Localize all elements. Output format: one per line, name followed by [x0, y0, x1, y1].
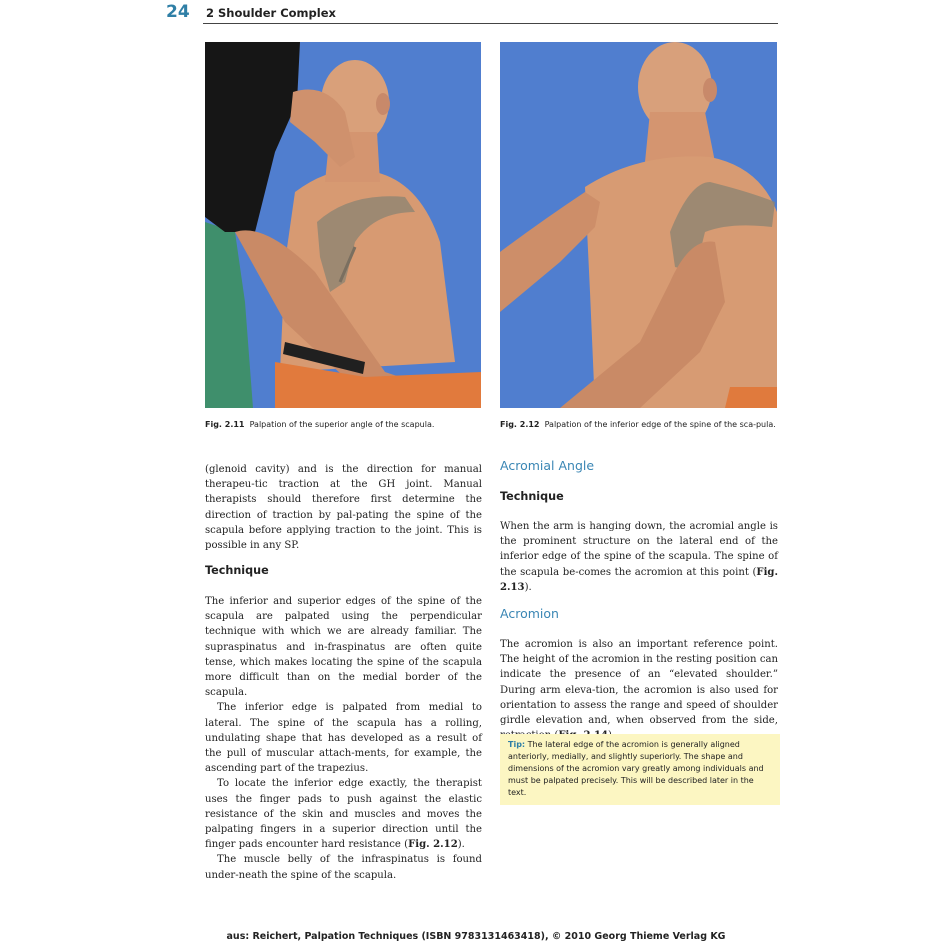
tip-box [500, 734, 780, 805]
paragraph: To locate the inferior edge exactly, the therapist uses the finger pads to push against the elastic resistance of the skin and muscles and moves the palpating fingers in a superior direction until the finger pads encounter hard resistance (Fig. 2.12). [205, 778, 482, 851]
page-number: 24 [166, 2, 190, 22]
right-technique-heading: Technique [500, 490, 564, 503]
left-technique-heading: Technique [205, 564, 269, 577]
header-rule [203, 23, 778, 24]
left-intro-paragraph: (glenoid cavity) and is the direction for manual therapeu-tic traction at the GH joint. Manual therapists should therefore first determine the direction of traction by pal-pating the spine of the scapula before applying traction to the joint. This is possible in any SP. [205, 464, 482, 552]
figure-2-12-caption [500, 419, 777, 430]
figure-label: Fig. 2.11 [205, 420, 245, 429]
figure-label: Fig. 2.12 [500, 420, 540, 429]
caption-text: Palpation of the superior angle of the scapula. [249, 420, 435, 429]
source-footer: aus: Reichert, Palpation Techniques (ISBN 9783131463418), © 2010 Georg Thieme Verlag KG [226, 931, 726, 942]
paragraph: The inferior and superior edges of the spine of the scapula are palpated using the perpendicular technique with which we are already familiar. The supraspinatus and in-fraspinatus are often quite tense, which makes locating the spine of the scapula more difficult than on the medial border of the scapula. [205, 596, 482, 699]
caption-text: Palpation of the inferior edge of the spine of the sca-pula. [544, 420, 776, 429]
acromial-angle-paragraph: When the arm is hanging down, the acromial angle is the prominent structure on the lateral end of the inferior edge of the spine of the scapula. The spine of the scapula be-comes the acromion at this point (Fig. 2.13). [500, 521, 778, 593]
acromion-heading: Acromion [500, 606, 559, 621]
paragraph: The inferior edge is palpated from medial to lateral. The spine of the scapula has a rolling, undulating shape that has developed as a result of the pull of muscular attach-ments, for example, the ascending part of the trapezius. [205, 702, 482, 775]
paragraph: The muscle belly of the infraspinatus is found under-neath the spine of the scapula. [205, 854, 482, 881]
figure-2-11-photo [205, 42, 481, 408]
figure-reference: Fig. 2.13 [500, 566, 778, 593]
acromion-paragraph: The acromion is also an important reference point. The height of the acromion in the resting position can indicate the presence of an “elevated shoulder.” During arm eleva-tion, the acromion is also used for orientation to assess the range and speed of shoulder girdle elevation and, when observed from the side, [500, 637, 778, 743]
acromial-angle-heading: Acromial Angle [500, 458, 595, 473]
left-technique-body [205, 594, 482, 883]
figure-reference: Fig. 2.12 [408, 839, 458, 851]
chapter-title: 2 Shoulder Complex [206, 6, 336, 20]
figure-2-12-photo [500, 42, 777, 408]
tip-label: Tip: [508, 740, 526, 749]
tip-text: The lateral edge of the acromion is generally aligned anteriorly, medially, and slightly superiorly. The shape and dimensions of the acromion vary greatly among individuals and must be palpated precisely. This will be described later in the text. [508, 740, 764, 797]
figure-2-11-caption [205, 419, 481, 430]
